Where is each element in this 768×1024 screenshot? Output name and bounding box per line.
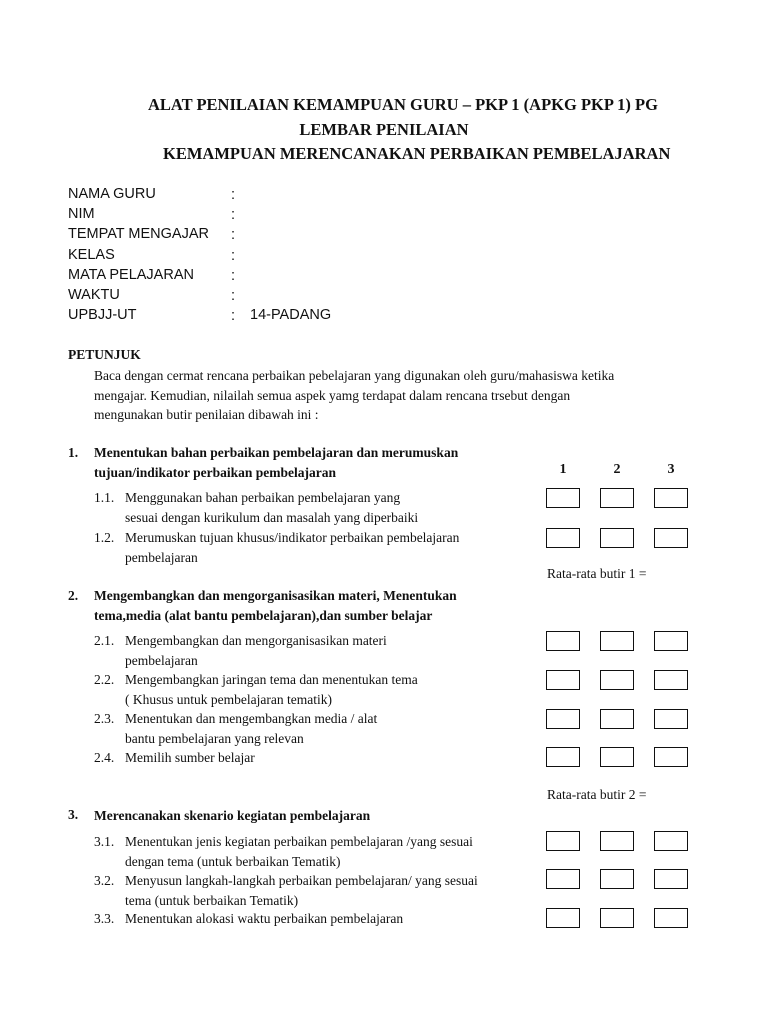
score-box-3-1-col-1[interactable] (546, 831, 580, 851)
criterion-line: bantu pembelajaran yang relevan (125, 730, 304, 746)
criterion-line: ( Khusus untuk pembelajaran tematik) (125, 691, 332, 707)
instructions-heading: PETUNJUK (68, 347, 141, 362)
field-colon: : (231, 207, 236, 224)
field-colon: : (231, 247, 236, 264)
score-box-3-2-col-1[interactable] (546, 869, 580, 889)
section-title-line: Menentukan bahan perbaikan pembelajaran dan merumuskan (94, 445, 459, 460)
criterion-number: 2.3. (94, 711, 115, 726)
criterion-line: dengan tema (untuk berbaikan Tematik) (125, 853, 341, 869)
criterion-number: 1.1. (94, 490, 115, 505)
section-title-line: Merencanakan skenario kegiatan pembelajaran (94, 808, 371, 823)
field-nama-guru (68, 186, 568, 206)
score-box-2-3-col-3[interactable] (654, 709, 688, 729)
criterion-line: Menyusun langkah-langkah perbaikan pembelajaran/ yang sesuai (125, 873, 478, 888)
field-colon: : (231, 308, 236, 325)
field-upbjj-ut (68, 307, 568, 327)
section-title (94, 443, 514, 482)
criterion-number: 2.1. (94, 633, 115, 648)
field-label: KELAS (68, 246, 115, 263)
section-title-line: tema,media (alat bantu pembelajaran),dan sumber belajar (94, 607, 433, 623)
score-box-3-2-col-2[interactable] (600, 869, 634, 889)
criterion-line: pembelajaran (125, 549, 198, 565)
form-subtitle: LEMBAR PENILAIAN (299, 120, 469, 139)
instructions-line: mengajar. Kemudian, nilailah semua aspek yamg terdapat dalam rencana trsebut dengan (94, 387, 571, 403)
field-label: NAMA GURU (68, 186, 156, 202)
score-box-2-2-col-2[interactable] (600, 670, 634, 690)
field-colon: : (231, 187, 236, 203)
instructions-line: mengunakan butir penilaian dibawah ini : (94, 407, 319, 422)
score-box-3-2-col-3[interactable] (654, 869, 688, 889)
score-box-1-2-col-1[interactable] (546, 528, 580, 548)
criterion-line: Merumuskan tujuan khusus/indikator perbaikan pembelajaran (125, 530, 460, 545)
form-title: ALAT PENILAIAN KEMAMPUAN GURU – PKP 1 (APKG PKP 1) PG (148, 95, 658, 114)
criterion-line: Menentukan jenis kegiatan perbaikan pembelajaran /yang sesuai (125, 834, 473, 849)
criterion-line: pembelajaran (125, 652, 198, 668)
criterion-line: Memilih sumber belajar (125, 750, 255, 765)
criterion-line: Menentukan dan mengembangkan media / alat (125, 711, 378, 726)
instructions-text (94, 366, 654, 425)
section-number: 3. (68, 807, 79, 822)
score-box-2-3-col-2[interactable] (600, 709, 634, 729)
instructions-line: Baca dengan cermat rencana perbaikan pebelajaran yang digunakan oleh guru/mahasiswa ketika (94, 368, 615, 383)
section-number: 1. (68, 445, 79, 460)
criterion-line: Menggunakan bahan perbaikan pembelajaran yang (125, 490, 401, 505)
score-box-1-1-col-2[interactable] (600, 488, 634, 508)
score-box-2-4-col-3[interactable] (654, 747, 688, 767)
criterion-line: Mengembangkan dan mengorganisasikan materi (125, 633, 387, 648)
score-box-2-2-col-3[interactable] (654, 670, 688, 690)
criterion-line: sesuai dengan kurikulum dan masalah yang diperbaiki (125, 509, 419, 525)
criterion-number: 1.2. (94, 530, 115, 545)
score-box-2-1-col-1[interactable] (546, 631, 580, 651)
score-box-3-3-col-1[interactable] (546, 908, 580, 928)
field-colon: : (231, 267, 236, 284)
average-section-1: Rata-rata butir 1 = (547, 566, 647, 581)
identity-fields (68, 186, 568, 327)
field-colon: : (231, 227, 236, 244)
score-box-1-1-col-3[interactable] (654, 488, 688, 508)
criterion-text (125, 631, 387, 670)
score-box-2-1-col-3[interactable] (654, 631, 688, 651)
score-box-1-2-col-2[interactable] (600, 528, 634, 548)
score-box-3-1-col-2[interactable] (600, 831, 634, 851)
section-title (94, 806, 514, 826)
field-label: UPBJJ-UT (68, 307, 137, 324)
field-tempat-mengajar (68, 226, 568, 246)
criterion-text (125, 832, 473, 871)
field-label: NIM (68, 206, 95, 223)
section-number: 2. (68, 588, 79, 603)
field-nim (68, 206, 568, 226)
field-colon: : (231, 287, 236, 304)
criterion-text (125, 528, 459, 567)
section-title-line: tujuan/indikator perbaikan pembelajaran (94, 464, 337, 480)
criterion-text (125, 871, 478, 910)
criterion-text (125, 488, 418, 527)
score-column-1: 1 (559, 462, 567, 477)
average-section-2: Rata-rata butir 2 = (547, 787, 647, 802)
field-label: WAKTU (68, 286, 120, 303)
score-box-1-1-col-1[interactable] (546, 488, 580, 508)
field-label: MATA PELAJARAN (68, 266, 194, 283)
criterion-number: 3.1. (94, 834, 115, 849)
form-heading: KEMAMPUAN MERENCANAKAN PERBAIKAN PEMBELAJARAN (163, 144, 671, 163)
criterion-line: Menentukan alokasi waktu perbaikan pembelajaran (125, 911, 404, 926)
score-box-2-4-col-1[interactable] (546, 747, 580, 767)
score-box-2-3-col-1[interactable] (546, 709, 580, 729)
field-label: TEMPAT MENGAJAR (68, 226, 209, 243)
score-box-2-1-col-2[interactable] (600, 631, 634, 651)
score-box-2-4-col-2[interactable] (600, 747, 634, 767)
field-value[interactable]: 14-PADANG (250, 307, 332, 324)
section-title (94, 586, 514, 625)
score-box-3-3-col-3[interactable] (654, 908, 688, 928)
criterion-number: 2.2. (94, 672, 115, 687)
field-mata-pelajaran (68, 267, 568, 287)
criterion-text (125, 909, 403, 929)
criterion-line: tema (untuk berbaikan Tematik) (125, 892, 299, 908)
score-column-3: 3 (667, 462, 675, 477)
field-kelas (68, 247, 568, 267)
section-title-line: Mengembangkan dan mengorganisasikan materi, Menentukan (94, 588, 457, 603)
criterion-text (125, 709, 377, 748)
score-box-2-2-col-1[interactable] (546, 670, 580, 690)
criterion-text (125, 748, 255, 768)
criterion-line: Mengembangkan jaringan tema dan menentukan tema (125, 672, 418, 687)
criterion-number: 3.3. (94, 911, 115, 926)
score-box-3-1-col-3[interactable] (654, 831, 688, 851)
field-waktu (68, 287, 568, 307)
criterion-number: 3.2. (94, 873, 115, 888)
score-column-2: 2 (613, 462, 621, 477)
criterion-number: 2.4. (94, 750, 115, 765)
criterion-text (125, 670, 418, 709)
score-box-1-2-col-3[interactable] (654, 528, 688, 548)
score-box-3-3-col-2[interactable] (600, 908, 634, 928)
